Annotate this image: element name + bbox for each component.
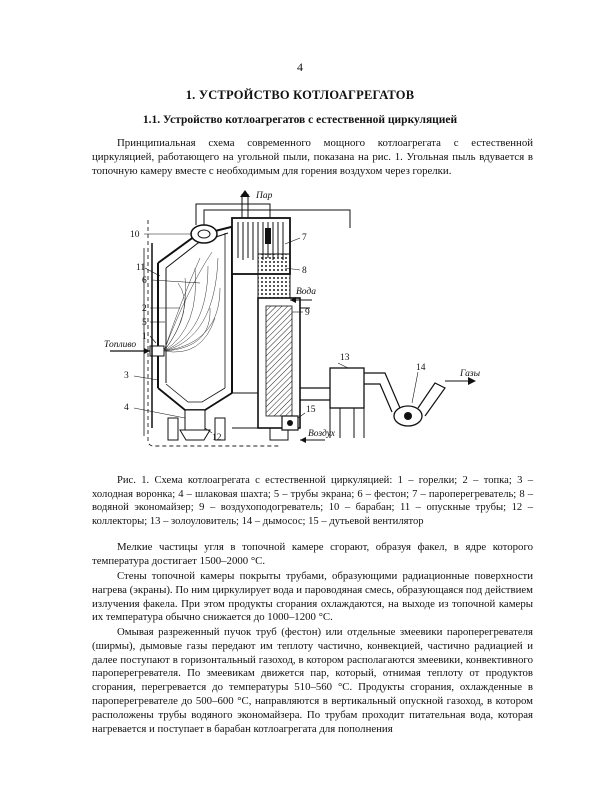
callout-5: 5 — [142, 318, 147, 328]
figure-caption: Рис. 1. Схема котлоагрегата с естественной циркуляцией: 1 – горелки; 2 – топка; 3 – холодная воронка; 4 – шлаковая шахта; 5 – трубы экрана; 6 – фестон; 7 – пароперегреватель; 8 – водяной экономайзер; 9 – воздухоподогреватель; 10 – барабан; 11 – опускные трубы; 12 – коллекторы; 13 – золоуловитель; 14 – дымосос; 15 – дутьевой вентилятор — [92, 475, 533, 527]
callout-8: 8 — [302, 266, 307, 276]
ash-collector — [330, 368, 364, 438]
callout-12: 12 — [212, 433, 222, 443]
body-paragraph-1: Мелкие частицы угля в топочной камере сгорают, образуя факел, в ядре которого температура достигает 1500–2000 °С. — [92, 541, 533, 567]
flame — [164, 252, 220, 352]
label-water: Вода — [296, 287, 316, 297]
blower-fan — [282, 416, 298, 430]
boiler-diagram — [100, 188, 530, 458]
callout-1: 1 — [142, 332, 147, 342]
callout-9: 9 — [305, 308, 310, 318]
section-heading: 1. УСТРОЙСТВО КОТЛОАГРЕГАТОВ — [185, 88, 415, 102]
label-air: Воздух — [308, 429, 335, 439]
body-paragraph-3: Омывая разреженный пучок труб (фестон) или отдельные змеевики пароперегревателя (ширмы), дымовые газы передают им теплоту частично, конвекцией, частично радиацией и далее поступают в горизонтальный газоход, в котором располагаются змеевики, конвективного пароперегревателя. По змеевикам движется пар, который, отнимая теплоту от продуктов сгорания, перегревается до температуры 510–560 °С. Продукты сгорания, охлажденные в пароперегревателе до 500–600 °С, направляются в вертикальный опускной газоход, в котором расположены трубы водяного экономайзера. По трубам проходит питательная вода, которая нагревается и поступает в барабан котлоагрегата для пополнения — [92, 626, 533, 735]
drum — [191, 225, 217, 243]
body-paragraph-2: Стены топочной камеры покрыты трубами, образующими радиационные поверхности нагрева (экраны). По ним циркулирует вода и пароводяная смесь, образующаяся под действием излучения факела. При этом продукты сгорания охлаждаются, на выходе из топочной камеры их температура обычно снижается до 1000–1200 °С. — [92, 570, 533, 624]
callout-11: 11 — [136, 263, 146, 273]
callout-15: 15 — [306, 405, 316, 415]
callout-14: 14 — [416, 363, 426, 373]
callout-4: 4 — [124, 403, 129, 413]
page-number: 4 — [297, 60, 303, 74]
label-gases: Газы — [460, 369, 481, 379]
callout-7: 7 — [302, 233, 307, 243]
callout-2: 2 — [142, 304, 147, 314]
callout-13: 13 — [340, 353, 350, 363]
label-fuel: Топливо — [104, 340, 137, 350]
callout-6: 6 — [142, 276, 147, 286]
label-steam: Пар — [256, 191, 273, 201]
smoke-exhauster — [394, 383, 445, 426]
intro-paragraph: Принципиальная схема современного мощного котлоагрегата с естественной циркуляцией, работающего на угольной пыли, показана на рис. 1. Угольная пыль вдувается в топочную камеру вместе с необходимым для горения воздухом через горелки. — [92, 137, 533, 177]
callout-10: 10 — [130, 230, 140, 240]
subsection-heading: 1.1. Устройство котлоагрегатов с естественной циркуляцией — [142, 114, 458, 126]
callout-3: 3 — [124, 371, 129, 381]
